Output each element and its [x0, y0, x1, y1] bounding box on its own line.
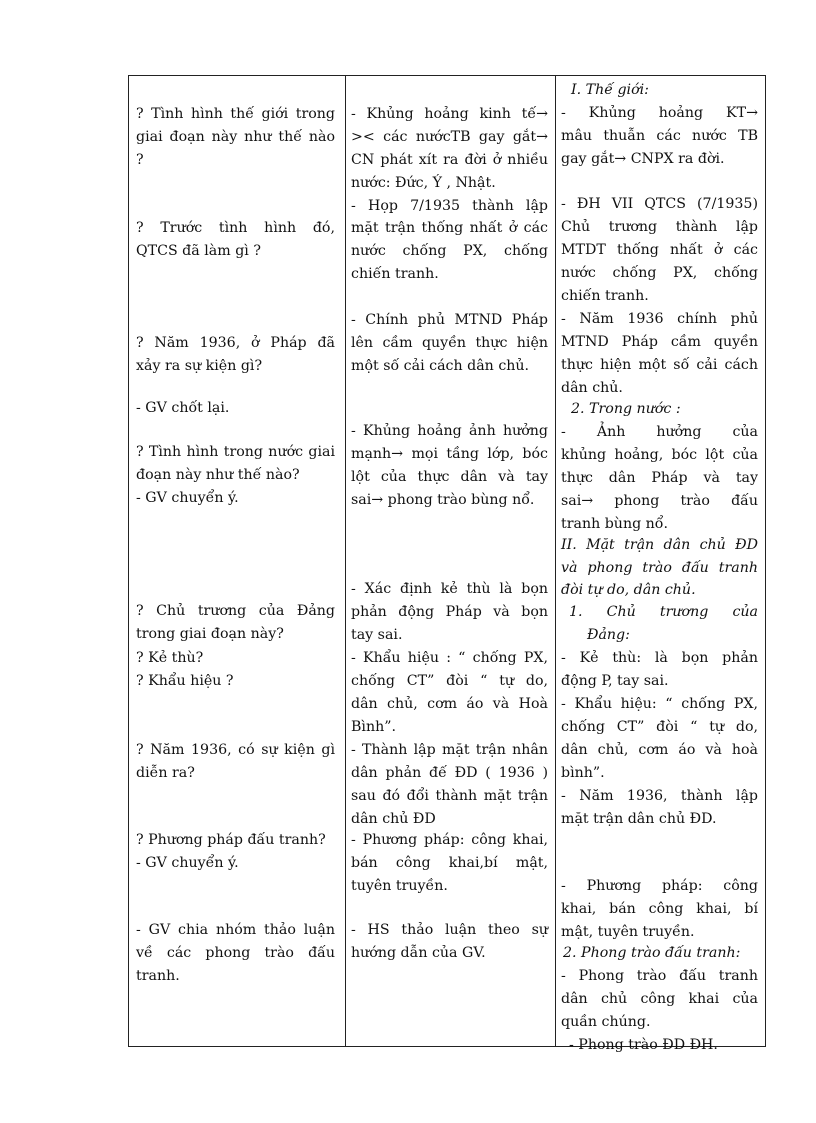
text-line: - Khủng hoảng KT→	[561, 105, 758, 121]
text-line: tuyên truyền.	[351, 878, 448, 894]
text-line: dân phản đế ĐD ( 1936 )	[351, 765, 548, 781]
text-line: khai, bán công khai, bí	[561, 901, 758, 917]
text-line: ? Năm 1936, có sự kiện gì	[136, 742, 335, 758]
text-line: CN phát xít ra đời ở nhiều	[351, 152, 548, 168]
text-line: về các phong trào đấu	[136, 945, 335, 961]
text-line: - Năm 1936 chính phủ	[561, 311, 758, 327]
lesson-table	[128, 75, 766, 1053]
text-line: MTDT thống nhất ở các	[561, 242, 758, 258]
text-line: >< các nướcTB gay gắt→	[351, 129, 548, 145]
text-line: - GV chuyển ý.	[136, 855, 239, 871]
text-line: dân chủ, cơm áo và hoà	[561, 742, 758, 758]
text-line: bán công khai,bí mật,	[351, 855, 548, 871]
text-line: ? Kẻ thù?	[136, 650, 204, 666]
text-line: - Khủng hoảng kinh tế→	[351, 106, 548, 122]
text-line: lên cầm quyền thực hiện	[351, 335, 548, 351]
text-line: ? Khẩu hiệu ?	[136, 673, 234, 689]
section-heading: đòi tự do, dân chủ.	[561, 582, 696, 598]
text-line: thực hiện một số cải cách	[561, 357, 758, 373]
text-line: - Phong trào ĐD ĐH.	[569, 1037, 718, 1053]
text-line: - GV chia nhóm thảo luận	[136, 922, 335, 938]
text-line: nước chống PX, chống	[561, 265, 758, 281]
text-line: ? Năm 1936, ở Pháp đã	[136, 335, 335, 351]
section-heading: II. Mặt trận dân chủ ĐD	[561, 537, 758, 553]
text-line: sau đó đổi thành mặt trận	[351, 788, 548, 804]
text-line: tranh bùng nổ.	[561, 516, 669, 532]
text-line: chống CT” đòi “ tự do,	[561, 719, 758, 735]
text-line: ? Trước tình hình đó,	[136, 220, 335, 236]
section-heading: 2. Trong nước :	[571, 401, 681, 417]
text-line: - Xác định kẻ thù là bọn	[351, 581, 548, 597]
text-line: mạnh→ mọi tầng lớp, bóc	[351, 446, 548, 462]
text-line: - Chính phủ MTND Pháp	[351, 312, 548, 328]
section-heading: và phong trào đấu tranh	[561, 560, 758, 576]
text-line: phản động Pháp và bọn	[351, 604, 548, 620]
text-line: dân chủ, cơm áo và Hoà	[351, 696, 548, 712]
text-line: - Phong trào đấu tranh	[561, 968, 758, 984]
section-heading: Đảng:	[587, 627, 630, 643]
text-line: Chủ trương thành lập	[561, 219, 758, 235]
text-line: mặt trận dân chủ ĐD.	[561, 811, 717, 827]
text-line: ?	[136, 152, 144, 168]
text-line: Bình”.	[351, 719, 397, 735]
text-line: diễn ra?	[136, 765, 195, 781]
text-line: nước chống PX, chống	[351, 243, 548, 259]
text-line: chiến tranh.	[561, 288, 649, 304]
section-heading: I. Thế giới:	[571, 82, 649, 98]
text-line: đoạn này như thế nào?	[136, 467, 300, 483]
text-line: chống CT” đòi “ tự do,	[351, 673, 548, 689]
text-line: quần chúng.	[561, 1014, 651, 1030]
text-line: nước: Đức, Ý , Nhật.	[351, 175, 496, 191]
text-line: trong giai đoạn này?	[136, 626, 284, 642]
text-line: - GV chuyển ý.	[136, 490, 239, 506]
text-line: - Kẻ thù: là bọn phản	[561, 650, 758, 666]
text-line: thực dân Pháp và tay	[561, 470, 758, 486]
text-line: sai→ phong trào bùng nổ.	[351, 492, 535, 508]
text-line: ? Tình hình thế giới trong	[136, 106, 335, 122]
text-line: MTND Pháp cầm quyền	[561, 334, 758, 350]
text-line: giai đoạn này như thế nào	[136, 129, 335, 145]
text-line: - Năm 1936, thành lập	[561, 788, 758, 804]
content-column	[555, 76, 765, 1053]
text-line: - Họp 7/1935 thành lập	[351, 198, 548, 214]
text-line: - HS thảo luận theo sự	[351, 922, 548, 938]
text-line: - Khẩu hiệu : “ chống PX,	[351, 650, 548, 666]
text-line: bình”.	[561, 765, 605, 781]
text-line: động P, tay sai.	[561, 673, 669, 689]
text-line: ? Phương pháp đấu tranh?	[136, 832, 326, 848]
text-line: xảy ra sự kiện gì?	[136, 358, 263, 374]
text-line: - Thành lập mặt trận nhân	[351, 742, 548, 758]
text-line: - Phương pháp: công khai,	[351, 832, 548, 848]
teacher-activity-column	[129, 76, 345, 1046]
text-line: gay gắt→ CNPX ra đời.	[561, 151, 725, 167]
text-line: - Khủng hoảng ảnh hưởng	[351, 423, 548, 439]
text-line: dân chủ công khai của	[561, 991, 758, 1007]
text-line: lột của thực dân và tay	[351, 469, 548, 485]
text-line: - Phương pháp: công	[561, 878, 758, 894]
section-heading: 1. Chủ trương của	[569, 604, 758, 620]
text-line: - Khẩu hiệu: “ chống PX,	[561, 696, 758, 712]
text-line: mặt trận thống nhất ở các	[351, 220, 548, 236]
text-line: dân chủ.	[561, 380, 623, 396]
text-line: tay sai.	[351, 627, 403, 643]
text-line: sai→ phong trào đấu	[561, 493, 758, 509]
text-line: mật, tuyên truyền.	[561, 924, 695, 940]
text-line: - Ảnh hưởng của	[561, 424, 758, 440]
text-line: QTCS đã làm gì ?	[136, 243, 261, 259]
section-heading: 2. Phong trào đấu tranh:	[563, 945, 741, 961]
text-line: chiến tranh.	[351, 266, 439, 282]
text-line: - ĐH VII QTCS (7/1935)	[561, 196, 758, 212]
text-line: hướng dẫn của GV.	[351, 945, 486, 961]
student-activity-column	[345, 76, 555, 1046]
text-line: dân chủ ĐD	[351, 811, 436, 827]
text-line: ? Chủ trương của Đảng	[136, 603, 335, 619]
text-line: mâu thuẫn các nước TB	[561, 128, 758, 144]
text-line: tranh.	[136, 968, 180, 984]
text-line: - GV chốt lại.	[136, 400, 230, 416]
text-line: khủng hoảng, bóc lột của	[561, 447, 758, 463]
text-line: ? Tình hình trong nước giai	[136, 444, 335, 460]
text-line: một số cải cách dân chủ.	[351, 358, 530, 374]
